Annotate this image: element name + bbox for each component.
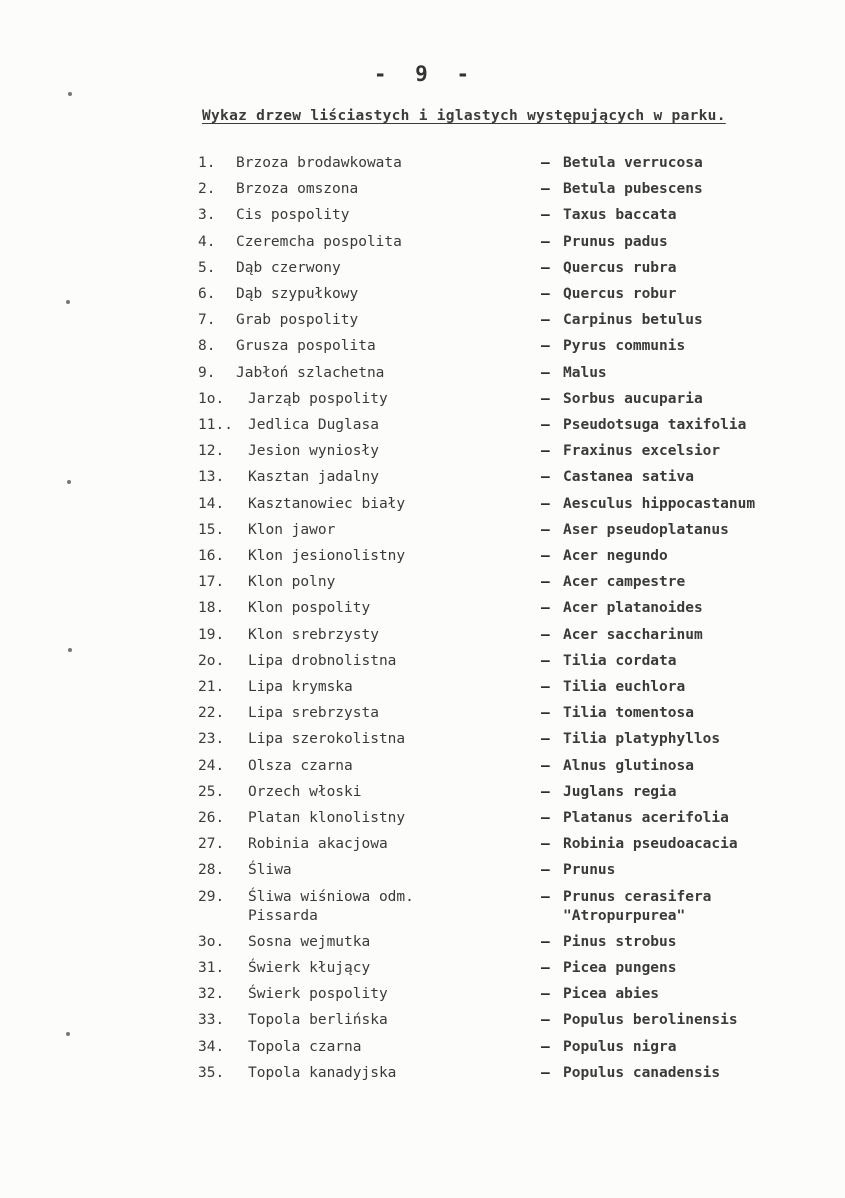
polish-name-text: Jedlica Duglasa: [248, 417, 379, 434]
tree-list-item: [198, 229, 818, 255]
separator-dash: –: [541, 181, 550, 198]
tree-list-item: [198, 491, 818, 517]
item-number: 32.: [198, 986, 225, 1003]
item-number: 13.: [198, 469, 225, 486]
latin-name: [563, 753, 818, 779]
tree-list-item: [198, 386, 818, 412]
latin-name: [563, 438, 818, 464]
latin-name: [563, 333, 818, 359]
latin-name-text: Sorbus aucuparia: [563, 390, 703, 407]
latin-name-text: Betula verrucosa: [563, 155, 703, 171]
latin-name: [563, 857, 818, 883]
polish-name-text: Platan klonolistny: [248, 810, 406, 827]
separator-dash: –: [541, 574, 550, 591]
tree-list-item: [198, 753, 818, 779]
polish-name: [248, 438, 541, 464]
polish-name: [248, 857, 541, 883]
separator-dash: –: [541, 986, 550, 1003]
separator-dash: –: [541, 1038, 550, 1055]
latin-name: [563, 150, 818, 176]
polish-name: [248, 805, 541, 831]
item-number: 14.: [198, 495, 225, 512]
item-number: 21.: [198, 679, 225, 696]
polish-name-text: Klon polny: [248, 574, 336, 591]
item-number: 5.: [198, 259, 216, 276]
latin-name: [563, 360, 818, 386]
item-number: 35.: [198, 1064, 225, 1081]
tree-list-item: [198, 831, 818, 857]
tree-list-item: [198, 648, 818, 674]
separator-dash: –: [541, 338, 550, 355]
latin-name: [563, 981, 818, 1007]
tree-list-item: [198, 464, 818, 490]
polish-name: [248, 464, 541, 490]
item-number: 22.: [198, 705, 225, 722]
polish-name: [248, 779, 541, 805]
item-number: 34.: [198, 1038, 225, 1055]
tree-list-item: [198, 805, 818, 831]
tree-list-item: [198, 150, 818, 176]
separator-dash: –: [541, 548, 550, 565]
page-number-dash-left: -: [373, 62, 389, 86]
separator-dash: –: [541, 862, 550, 879]
separator-dash: –: [541, 959, 550, 976]
tree-list: [198, 150, 818, 1086]
tree-list-item: [198, 1007, 818, 1033]
latin-name: [563, 307, 818, 333]
latin-name-text: Acer saccharinum: [563, 626, 703, 643]
latin-name-text: Castanea sativa: [563, 469, 694, 486]
latin-name: [563, 1007, 818, 1033]
latin-name: [563, 491, 818, 517]
polish-name-text: Klon jesionolistny: [248, 548, 406, 565]
polish-name-text: Topola berlińska: [248, 1012, 388, 1029]
separator-dash: –: [541, 679, 550, 696]
polish-name-text: Dąb szypułkowy: [236, 286, 359, 303]
separator-dash: –: [541, 495, 550, 512]
polish-name-text: Świerk kłujący: [248, 959, 371, 976]
latin-name-text: Aser pseudoplatanus: [563, 521, 729, 538]
polish-name-text: Brzoza omszona: [236, 181, 359, 198]
latin-name: [563, 281, 818, 307]
polish-name: [248, 831, 541, 857]
tree-list-item: [198, 202, 818, 228]
separator-dash: –: [541, 443, 550, 460]
separator-dash: –: [541, 1012, 550, 1029]
separator-dash: –: [541, 810, 550, 827]
latin-name-text: Quercus rubra: [563, 259, 677, 276]
polish-name: [248, 386, 541, 412]
latin-name-text: Carpinus betulus: [563, 312, 703, 329]
item-number: 28.: [198, 862, 225, 879]
separator-dash: –: [541, 233, 550, 250]
item-number: 2.: [198, 181, 216, 198]
polish-name: [236, 150, 541, 176]
polish-name-text: Klon pospolity: [248, 600, 371, 617]
separator-dash: –: [541, 600, 550, 617]
item-number: 11..: [198, 417, 233, 434]
latin-name-text: Betula pubescens: [563, 181, 703, 198]
tree-list-item: [198, 674, 818, 700]
polish-name: [248, 543, 541, 569]
latin-name-text: Taxus baccata: [563, 207, 677, 224]
tree-list-item: [198, 412, 818, 438]
item-number: 6.: [198, 286, 216, 303]
tree-list-item: [198, 595, 818, 621]
margin-speck: [68, 92, 72, 96]
latin-name: [563, 674, 818, 700]
polish-name: [248, 726, 541, 752]
latin-name-text: Malus: [563, 364, 607, 381]
polish-name-text: Lipa srebrzysta: [248, 705, 379, 722]
separator-dash: –: [541, 888, 550, 905]
polish-name-text: Śliwa wiśniowa odm.: [248, 888, 414, 905]
polish-name: [248, 700, 541, 726]
polish-name: [248, 595, 541, 621]
polish-name: [248, 1060, 541, 1086]
latin-name-text: Tilia cordata: [563, 652, 677, 669]
item-number: 19.: [198, 626, 225, 643]
tree-list-item: [198, 700, 818, 726]
polish-name: [248, 622, 541, 648]
latin-name-text: Acer negundo: [563, 548, 668, 565]
separator-dash: –: [541, 836, 550, 853]
latin-name-text: Fraxinus excelsior: [563, 443, 721, 460]
item-number: 2o.: [198, 652, 225, 669]
separator-dash: –: [541, 933, 550, 950]
item-number: 23.: [198, 731, 225, 748]
separator-dash: –: [541, 417, 550, 434]
polish-name-text: Olsza czarna: [248, 757, 353, 774]
latin-name-text: Quercus robur: [563, 286, 677, 303]
polish-name: [248, 491, 541, 517]
tree-list-item: [198, 176, 818, 202]
latin-name-text: Picea pungens: [563, 959, 677, 976]
tree-list-item: [198, 779, 818, 805]
polish-name: [236, 307, 541, 333]
polish-name-text: Cis pospolity: [236, 207, 350, 224]
margin-speck: [67, 480, 71, 484]
polish-name: [248, 412, 541, 438]
tree-list-item: [198, 569, 818, 595]
polish-name: [248, 888, 541, 926]
separator-dash: –: [541, 469, 550, 486]
polish-name: [248, 674, 541, 700]
polish-name: [248, 1034, 541, 1060]
page-number-dash-right: -: [456, 62, 472, 86]
latin-name: [563, 569, 818, 595]
tree-list-item: [198, 981, 818, 1007]
latin-name-text: Prunus: [563, 862, 616, 879]
polish-name: [248, 569, 541, 595]
separator-dash: –: [541, 207, 550, 224]
polish-name-text: Grab pospolity: [236, 312, 359, 329]
item-number: 18.: [198, 600, 225, 617]
latin-name-text: Aesculus hippocastanum: [563, 495, 756, 512]
latin-name-text: Populus berolinensis: [563, 1012, 738, 1029]
polish-name: [236, 360, 541, 386]
latin-name-text: Pseudotsuga taxifolia: [563, 417, 747, 434]
separator-dash: –: [541, 731, 550, 748]
latin-name: [563, 648, 818, 674]
polish-name-text: Kasztan jadalny: [248, 469, 379, 486]
latin-name: [563, 595, 818, 621]
polish-name-text: Jesion wyniosły: [248, 443, 379, 460]
item-number: 8.: [198, 338, 216, 355]
item-number: 9.: [198, 364, 216, 381]
tree-list-item: [198, 543, 818, 569]
tree-list-item: [198, 857, 818, 883]
tree-list-item: [198, 360, 818, 386]
item-number: 1.: [198, 155, 216, 171]
tree-list-item: [198, 333, 818, 359]
item-number: 17.: [198, 574, 225, 591]
latin-name: [563, 622, 818, 648]
tree-list-item: [198, 622, 818, 648]
latin-name: [563, 888, 818, 926]
item-number: 7.: [198, 312, 216, 329]
polish-name-text: Lipa drobnolistna: [248, 652, 397, 669]
latin-name: [563, 255, 818, 281]
tree-list-item: [198, 1060, 818, 1086]
separator-dash: –: [541, 286, 550, 303]
list-heading: Wykaz drzew liściastych i iglastych występujących w parku.: [202, 108, 726, 124]
separator-dash: –: [541, 783, 550, 800]
separator-dash: –: [541, 1064, 550, 1081]
separator-dash: –: [541, 364, 550, 381]
polish-name-text: Czeremcha pospolita: [236, 233, 402, 250]
latin-name: [563, 726, 818, 752]
polish-name-text: Topola kanadyjska: [248, 1064, 397, 1081]
latin-name: [563, 412, 818, 438]
latin-name: [563, 1034, 818, 1060]
item-number: 3o.: [198, 933, 225, 950]
polish-name-text: Jarząb pospolity: [248, 390, 388, 407]
separator-dash: –: [541, 705, 550, 722]
latin-name: [563, 955, 818, 981]
item-number: 3.: [198, 207, 216, 224]
latin-name-text: Pinus strobus: [563, 933, 677, 950]
polish-name-text: Lipa szerokolistna: [248, 731, 406, 748]
polish-name: [236, 229, 541, 255]
tree-list-item: [198, 438, 818, 464]
margin-speck: [68, 648, 72, 652]
latin-name: [563, 386, 818, 412]
item-number: 33.: [198, 1012, 225, 1029]
polish-name-text: Dąb czerwony: [236, 259, 341, 276]
latin-name-text: Acer campestre: [563, 574, 686, 591]
latin-name: [563, 929, 818, 955]
latin-name-text: Tilia tomentosa: [563, 705, 694, 722]
item-number: 4.: [198, 233, 216, 250]
polish-name-text: Brzoza brodawkowata: [236, 155, 402, 171]
latin-name: [563, 831, 818, 857]
polish-name: [248, 955, 541, 981]
item-number: 16.: [198, 548, 225, 565]
latin-name: [563, 1060, 818, 1086]
page-number: [0, 62, 845, 86]
polish-name: [248, 753, 541, 779]
polish-name-text: Klon srebrzysty: [248, 626, 379, 643]
page-number-value: 9: [415, 62, 430, 86]
latin-name-text: Populus canadensis: [563, 1064, 721, 1081]
polish-name-text: Świerk pospolity: [248, 986, 388, 1003]
polish-name: [248, 929, 541, 955]
separator-dash: –: [541, 757, 550, 774]
polish-name: [236, 333, 541, 359]
tree-list-item: [198, 517, 818, 543]
tree-list-item: [198, 281, 818, 307]
item-number: 27.: [198, 836, 225, 853]
tree-list-item: [198, 1034, 818, 1060]
polish-name-text: Robinia akacjowa: [248, 836, 388, 853]
item-number: 31.: [198, 959, 225, 976]
tree-list-item: [198, 726, 818, 752]
item-number: 24.: [198, 757, 225, 774]
polish-name-text: Klon jawor: [248, 521, 336, 538]
latin-name: [563, 700, 818, 726]
polish-name-text: Jabłoń szlachetna: [236, 364, 385, 381]
latin-name-text: Picea abies: [563, 986, 660, 1003]
polish-name-text: Orzech włoski: [248, 783, 362, 800]
polish-name: [236, 202, 541, 228]
tree-list-item: [198, 307, 818, 333]
latin-name-text: Alnus glutinosa: [563, 757, 694, 774]
polish-name: [248, 981, 541, 1007]
polish-name-text: Śliwa: [248, 862, 292, 879]
polish-name: [236, 281, 541, 307]
item-number: 25.: [198, 783, 225, 800]
tree-list-item: [198, 929, 818, 955]
latin-name-text: Prunus cerasifera: [563, 888, 712, 905]
tree-list-item: [198, 255, 818, 281]
polish-name: [236, 176, 541, 202]
polish-name-cont: Pissarda: [248, 907, 318, 924]
polish-name: [248, 517, 541, 543]
tree-list-item: [198, 955, 818, 981]
latin-name: [563, 229, 818, 255]
latin-name: [563, 464, 818, 490]
latin-name: [563, 543, 818, 569]
item-number: 29.: [198, 888, 225, 905]
tree-list-item: [198, 888, 818, 926]
latin-name-text: Acer platanoides: [563, 600, 703, 617]
latin-name: [563, 517, 818, 543]
item-number: 12.: [198, 443, 225, 460]
polish-name: [248, 648, 541, 674]
latin-name: [563, 779, 818, 805]
polish-name-text: Kasztanowiec biały: [248, 495, 406, 512]
latin-name: [563, 805, 818, 831]
latin-name-text: Platanus acerifolia: [563, 810, 729, 827]
polish-name-text: Grusza pospolita: [236, 338, 376, 355]
separator-dash: –: [541, 312, 550, 329]
latin-name-cont: "Atropurpurea": [563, 907, 686, 924]
polish-name-text: Lipa krymska: [248, 679, 353, 696]
polish-name-text: Sosna wejmutka: [248, 933, 371, 950]
margin-speck: [66, 1032, 70, 1036]
separator-dash: –: [541, 626, 550, 643]
latin-name: [563, 202, 818, 228]
margin-speck: [66, 300, 70, 304]
latin-name: [563, 176, 818, 202]
separator-dash: –: [541, 390, 550, 407]
separator-dash: –: [541, 521, 550, 538]
separator-dash: –: [541, 652, 550, 669]
item-number: 15.: [198, 521, 225, 538]
latin-name-text: Populus nigra: [563, 1038, 677, 1055]
item-number: 1o.: [198, 390, 225, 407]
latin-name-text: Pyrus communis: [563, 338, 686, 355]
separator-dash: –: [541, 259, 550, 276]
polish-name: [248, 1007, 541, 1033]
item-number: 26.: [198, 810, 225, 827]
separator-dash: –: [541, 155, 550, 171]
latin-name-text: Tilia euchlora: [563, 679, 686, 696]
latin-name-text: Robinia pseudoacacia: [563, 836, 738, 853]
latin-name-text: Tilia platyphyllos: [563, 731, 721, 748]
polish-name: [236, 255, 541, 281]
latin-name-text: Prunus padus: [563, 233, 668, 250]
polish-name-text: Topola czarna: [248, 1038, 362, 1055]
latin-name-text: Juglans regia: [563, 783, 677, 800]
